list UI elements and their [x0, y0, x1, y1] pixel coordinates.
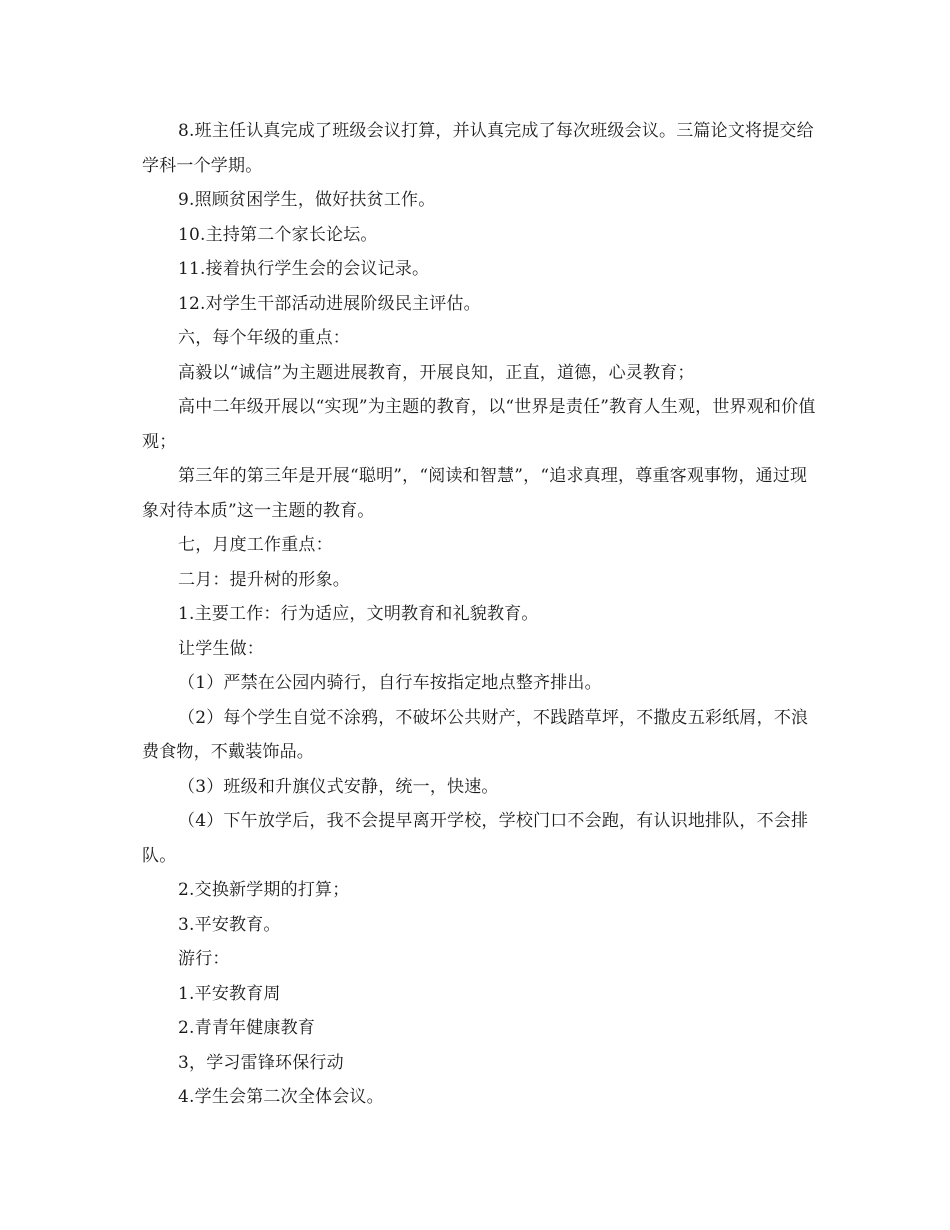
paragraph-parade: 游行： — [178, 949, 230, 969]
list-item-parade-1: 1.平安教育周 — [178, 983, 281, 1004]
paragraph-students-do: 让学生做： — [178, 638, 264, 659]
paragraph-new-semester-plan: 2.交换新学期的打算； — [178, 880, 350, 900]
paragraph-item-9: 9.照顾贫困学生，做好扶贫工作。 — [178, 190, 436, 210]
paragraph-grade-one: 高毅以“诚信”为主题进展教育，开展良知，正直，道德，心灵教育； — [178, 362, 695, 383]
document-body — [142, 114, 818, 1115]
list-item-parade-3: 3，学习雷锋环保行动 — [178, 1052, 344, 1073]
list-item-rule-1: （1）严禁在公园内骑行，自行车按指定地点整齐排出。 — [178, 673, 602, 693]
paragraph-item-8: 8.班主任认真完成了班级会议打算，并认真完成了每次班级会议。三篇论文将提交给学科一个学期。 — [142, 121, 814, 176]
list-item-parade-4: 4.学生会第二次全体会议。 — [178, 1087, 384, 1107]
paragraph-safety-education: 3.平安教育。 — [178, 914, 281, 935]
paragraph-grade-three: 第三年的第三年是开展“聪明”，“阅读和智慧”，“追求真理，尊重客观事物，通过现象对待本质”这一主题的教育。 — [142, 466, 808, 521]
list-item-rule-2: （2）每个学生自觉不涂鸦，不破坏公共财产，不践踏草坪，不撒皮五彩纸屑，不浪费食物，不戴装饰品。 — [142, 707, 809, 762]
section-heading-monthly-focus: 七，月度工作重点： — [178, 535, 333, 555]
paragraph-main-work: 1.主要工作：行为适应，文明教育和礼貌教育。 — [178, 604, 539, 624]
list-item-rule-3: （3）班级和升旗仪式安静，统一，快速。 — [178, 776, 499, 797]
list-item-rule-4: （4）下午放学后，我不会提早离开学校，学校门口不会跑，有认识地排队，不会排队。 — [142, 811, 809, 866]
paragraph-february: 二月：提升树的形象。 — [178, 569, 350, 590]
paragraph-item-12: 12.对学生干部活动进展阶级民主评估。 — [178, 293, 481, 314]
list-item-parade-2: 2.青青年健康教育 — [178, 1018, 316, 1038]
paragraph-grade-two: 高中二年级开展以“实现”为主题的教育，以“世界是责任”教育人生观，世界观和价值观； — [142, 397, 816, 452]
paragraph-item-10: 10.主持第二个家长论坛。 — [178, 224, 378, 245]
paragraph-item-11: 11.接着执行学生会的会议记录。 — [178, 259, 430, 279]
section-heading-grade-focus: 六，每个年级的重点： — [178, 328, 350, 348]
